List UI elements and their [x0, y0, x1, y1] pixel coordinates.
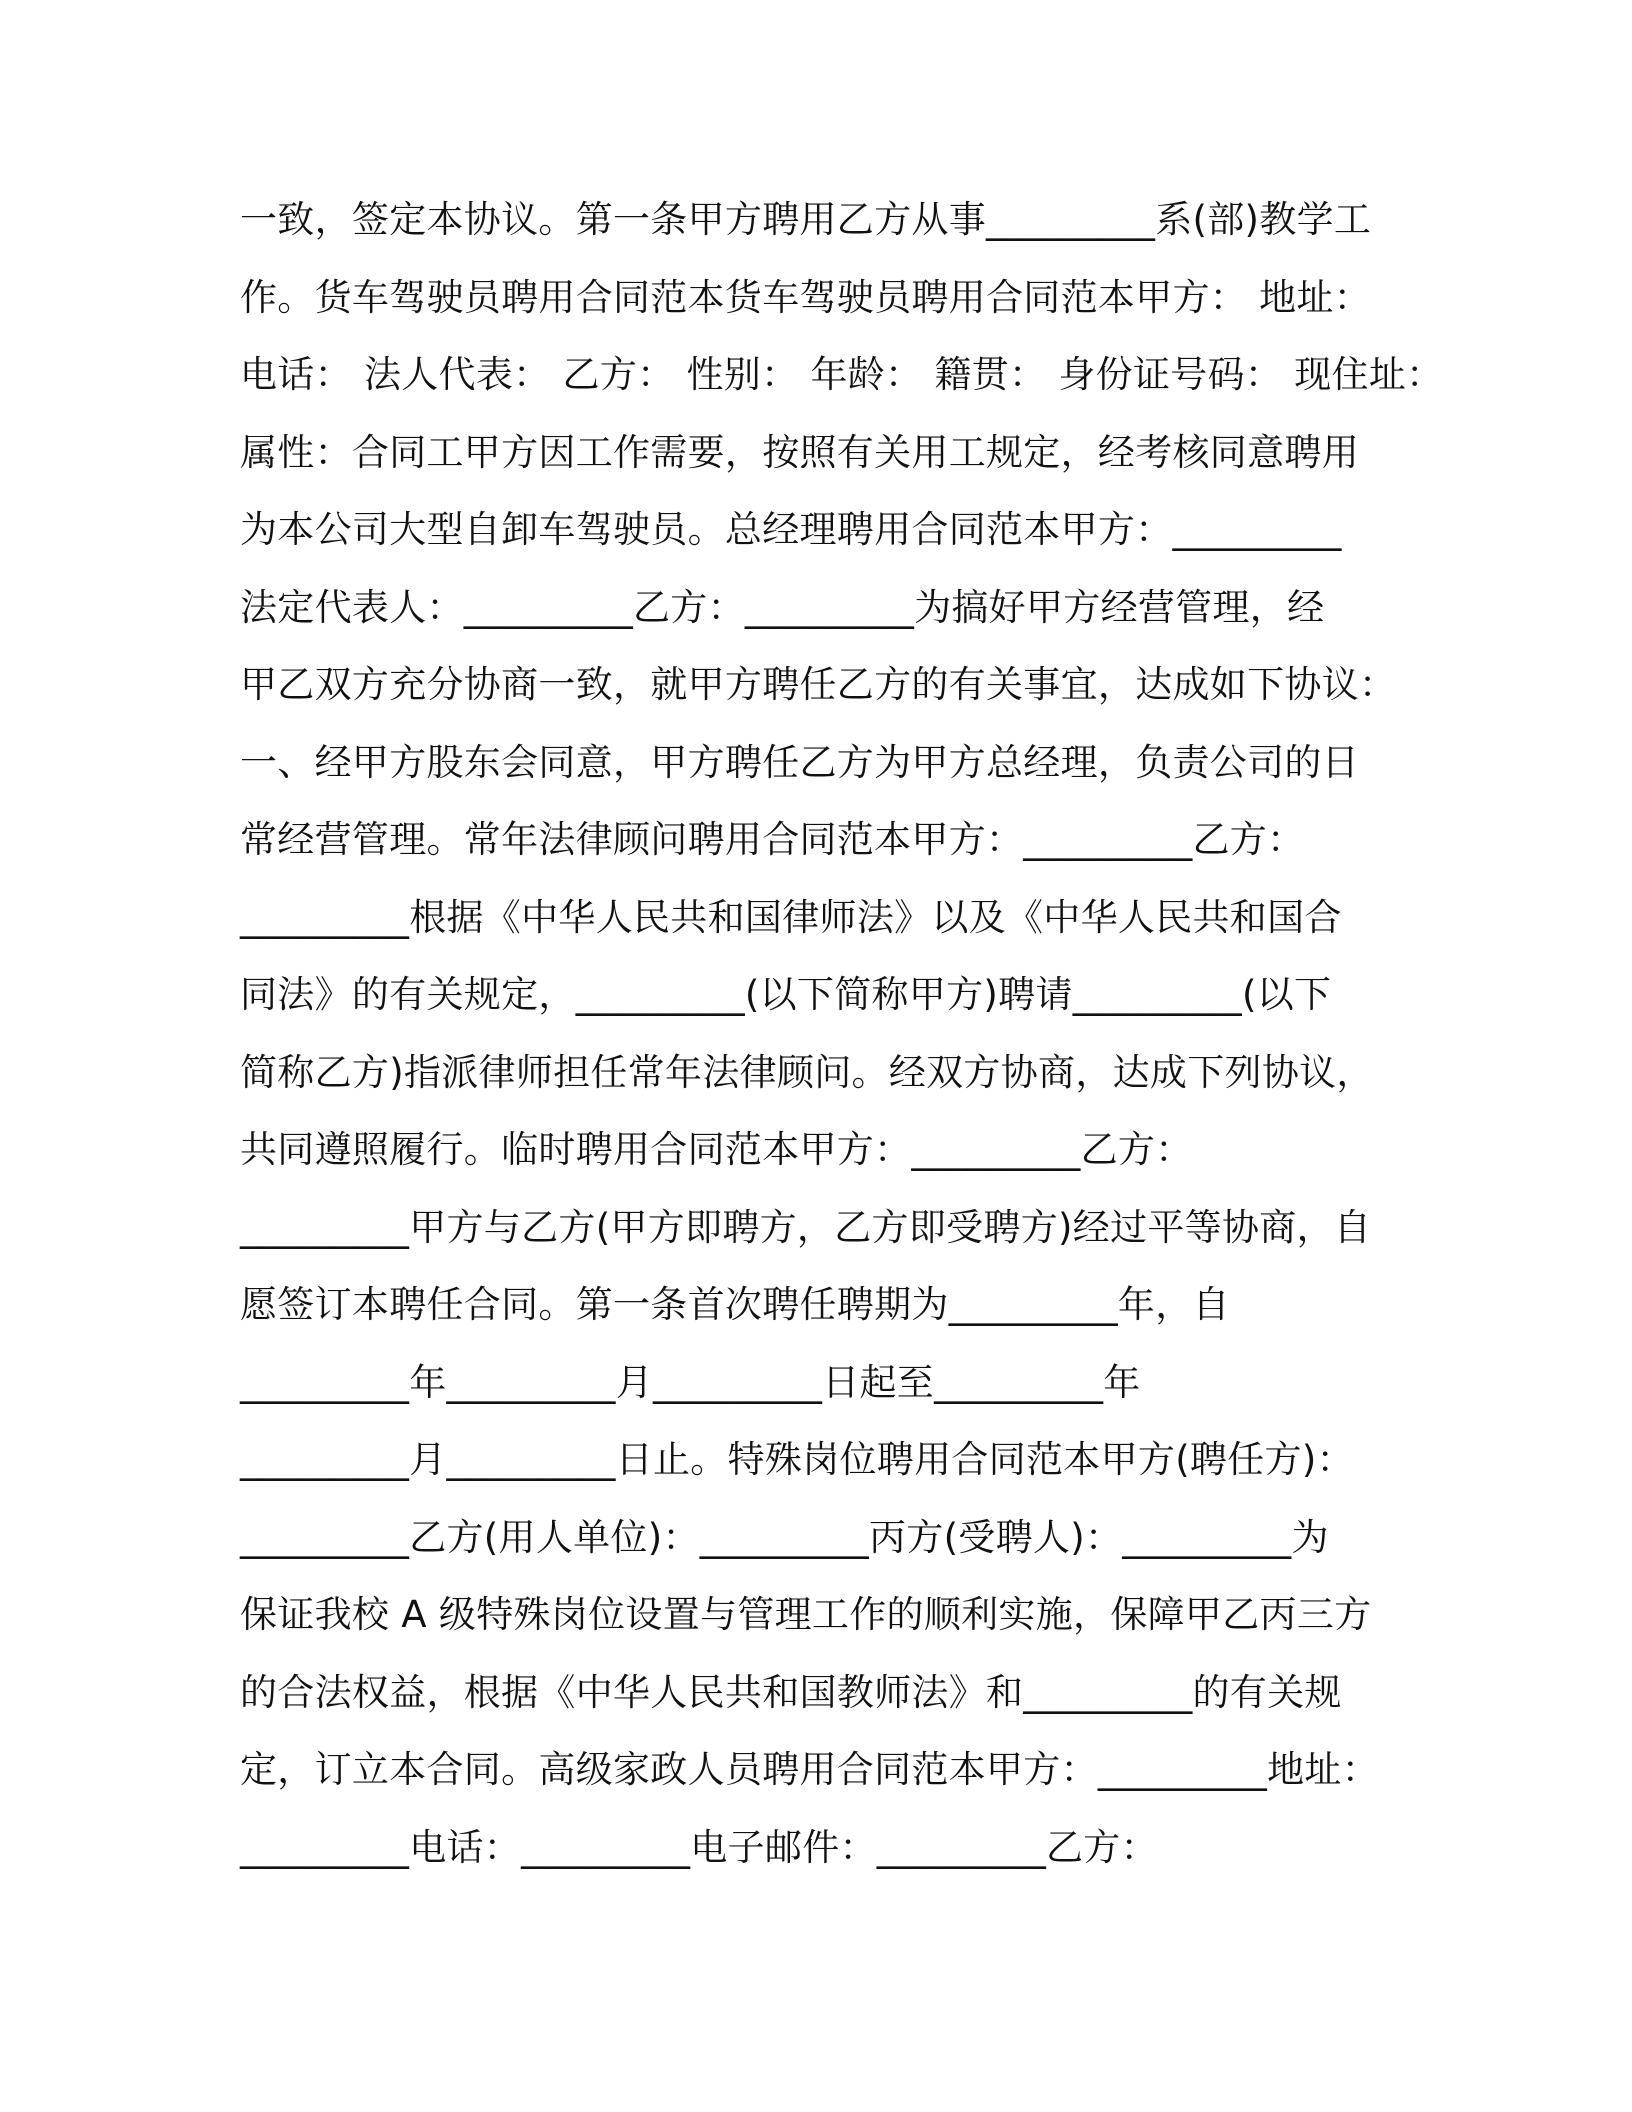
text-line-18: _________乙方(用人单位)：_________丙方(受聘人)：_________为: [240, 1515, 1329, 1559]
contract-body-text: [240, 190, 1444, 1895]
text-line-5: 为本公司大型自卸车驾驶员。总经理聘用合同范本甲方：_________: [240, 508, 1342, 551]
text-line-10: _________根据《中华人民共和国律师法》以及《中华人民共和国合: [240, 895, 1342, 939]
text-line-6: 法定代表人：_________乙方：_________为搞好甲方经营管理，经: [240, 585, 1325, 629]
text-line-13: 共同遵照履行。临时聘用合同范本甲方：_________乙方：: [240, 1128, 1193, 1171]
text-line-9: 常经营管理。常年法律顾问聘用合同范本甲方：_________乙方：: [240, 818, 1305, 861]
text-line-14: _________甲方与乙方(甲方即聘方，乙方即受聘方)经过平等协商，自: [240, 1205, 1372, 1249]
text-line-4: 属性：合同工甲方因工作需要，按照有关用工规定，经考核同意聘用: [240, 430, 1359, 474]
text-line-11: 同法》的有关规定，_________(以下简称甲方)聘请_________(以下: [240, 973, 1332, 1016]
text-line-7: 甲乙双方充分协商一致，就甲方聘任乙方的有关事宜，达成如下协议：: [240, 663, 1397, 706]
text-line-12: 简称乙方)指派律师担任常年法律顾问。经双方协商，达成下列协议，: [240, 1050, 1374, 1094]
text-line-21: 定，订立本合同。高级家政人员聘用合同范本甲方：_________地址：: [240, 1748, 1379, 1791]
text-line-15: 愿签订本聘任合同。第一条首次聘任聘期为_________年，自: [240, 1283, 1230, 1326]
text-line-3: 电话： 法人代表： 乙方： 性别： 年龄： 籍贯： 身份证号码： 现住址：: [240, 353, 1444, 396]
text-line-19: 保证我校 A 级特殊岗位设置与管理工作的顺利实施，保障甲乙丙三方: [240, 1593, 1372, 1636]
text-line-1: 一致，签定本协议。第一条甲方聘用乙方从事_________系(部)教学工: [240, 198, 1372, 241]
text-line-16: _________年_________月_________日起至_________年: [240, 1360, 1141, 1404]
text-line-22: _________电话：_________电子邮件：_________乙方：: [240, 1825, 1158, 1869]
text-line-8: 一、经甲方股东会同意，甲方聘任乙方为甲方总经理，负责公司的日: [240, 740, 1359, 784]
text-line-2: 作。货车驾驶员聘用合同范本货车驾驶员聘用合同范本甲方： 地址：: [240, 275, 1372, 319]
text-line-17: _________月_________日止。特殊岗位聘用合同范本甲方(聘任方)：: [240, 1438, 1354, 1481]
text-line-20: 的合法权益，根据《中华人民共和国教师法》和_________的有关规: [240, 1670, 1342, 1714]
